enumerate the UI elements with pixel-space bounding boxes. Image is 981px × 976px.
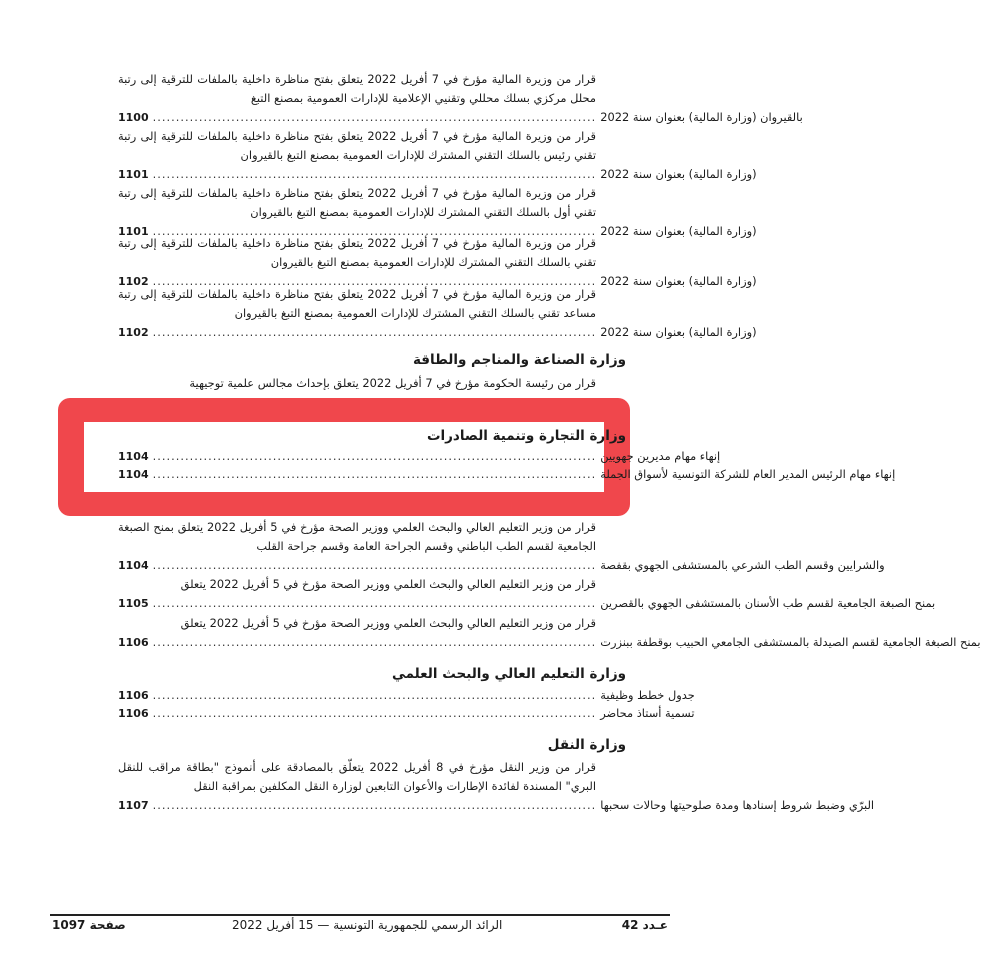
entry-text: قرار من وزيرة المالية مؤرخ في 7 أفريل 2022 يتعلق بفتح مناظرة داخلية بالملفات للترقية إلى رتبة تقني رئيس بالسلك التقني المشترك للإدارات العمومية بمصنع التبغ بالقيروان [118, 129, 597, 162]
toc-entry: قرار من وزير التعليم العالي والبحث العلمي ووزير الصحة مؤرخ في 5 أفريل 2022 يتعلق بمنح الصبغة الجامعية لقسم الصيدلة بالمستشفى الجامعي الحبيب بوقطفة ببنزرت ................................................................................................ 1106 [118, 614, 596, 652]
footer-title: الرائد الرسمي للجمهورية التونسية — 15 أفريل 2022 [232, 918, 503, 932]
entry-tail: جدول خطط وظيفية [600, 688, 695, 702]
page-number: 1101 [118, 225, 149, 238]
entry-tail: والشرايين وقسم الطب الشرعي بالمستشفى الجهوي بقفصة [600, 558, 885, 572]
entry-tail: (وزارة المالية) بعنوان سنة 2022 [600, 325, 757, 339]
entry-text: قرار من وزيرة المالية مؤرخ في 7 أفريل 2022 يتعلق بفتح مناظرة داخلية بالملفات للترقية إلى رتبة تقني بالسلك التقني المشترك للإدارات العمومية بمصنع التبغ بالقيروان [118, 236, 597, 269]
page-number: 1106 [118, 636, 149, 649]
section-heading: وزارة التجارة وتنمية الصادرات [426, 428, 626, 444]
entry-text: قرار من رئيسة الحكومة مؤرخ في 7 أفريل 2022 يتعلق بإحداث مجالس علمية توجيهية [189, 376, 596, 390]
entry-tail: (وزارة المالية) بعنوان سنة 2022 [600, 224, 757, 238]
page-number: 1104 [118, 559, 149, 572]
toc-entry: إنهاء مهام الرئيس المدير العام للشركة التونسية لأسواق الجملة ................................................................................................ 1104 [118, 465, 596, 484]
entry-text: قرار من وزير النقل مؤرخ في 8 أفريل 2022 يتعلّق بالمصادقة على أنموذج "بطاقة مراقب للنقل البري" المسندة لفائدة الإطارات والأعوان التابعين لوزارة النقل المكلفين بمراقبة النقل [118, 760, 597, 793]
page-number: 1106 [118, 689, 149, 702]
entry-text: قرار من وزيرة المالية مؤرخ في 7 أفريل 2022 يتعلق بفتح مناظرة داخلية بالملفات للترقية إلى رتبة تقني أول بالسلك التقني المشترك للإدارات العمومية بمصنع التبغ بالقيروان [118, 186, 597, 219]
entry-tail: بمنح الصبغة الجامعية لقسم الصيدلة بالمستشفى الجامعي الحبيب بوقطفة ببنزرت [600, 635, 981, 649]
entry-tail: بالقيروان (وزارة المالية) بعنوان سنة 2022 [600, 110, 803, 124]
entry-text: قرار من وزيرة المالية مؤرخ في 7 أفريل 2022 يتعلق بفتح مناظرة داخلية بالملفات للترقية إلى رتبة مساعد تقني بالسلك التقني المشترك للإدارات العمومية بمصنع التبغ بالقيروان [118, 287, 597, 320]
entry-tail: (وزارة المالية) بعنوان سنة 2022 [600, 167, 757, 181]
entry-tail: بمنح الصبغة الجامعية لقسم طب الأسنان بالمستشفى الجهوي بالقصرين [600, 596, 936, 610]
footer-rule [50, 914, 670, 916]
entry-tail: إنهاء مهام الرئيس المدير العام للشركة التونسية لأسواق الجملة [600, 467, 896, 481]
page-number: 1100 [118, 111, 149, 124]
page-number: 1101 [118, 168, 149, 181]
section-heading: وزارة النقل [547, 737, 626, 753]
toc-entry: قرار من وزيرة المالية مؤرخ في 7 أفريل 2022 يتعلق بفتح مناظرة داخلية بالملفات للترقية إلى رتبة تقني بالسلك التقني المشترك للإدارات العمومية بمصنع التبغ بالقيروان (وزارة المالية) بعنوان سنة 2022 ................................................................................................ 1102 [118, 234, 596, 291]
toc-entry: قرار من وزيرة المالية مؤرخ في 7 أفريل 2022 يتعلق بفتح مناظرة داخلية بالملفات للترقية إلى رتبة تقني رئيس بالسلك التقني المشترك للإدارات العمومية بمصنع التبغ بالقيروان (وزارة المالية) بعنوان سنة 2022 ................................................................................................ 1101 [118, 127, 596, 184]
entry-tail: البرّي وضبط شروط إسنادها ومدة صلوحيتها وحالات سحبها [600, 798, 875, 812]
toc-entry: قرار من وزير النقل مؤرخ في 8 أفريل 2022 يتعلّق بالمصادقة على أنموذج "بطاقة مراقب للنقل البري" المسندة لفائدة الإطارات والأعوان التابعين لوزارة النقل المكلفين بمراقبة النقل البرّي وضبط شروط إسنادها ومدة صلوحيتها وحالات سحبها ................................................................................................ 1107 [118, 758, 596, 815]
section-heading: وزارة التعليم العالي والبحث العلمي [391, 666, 626, 682]
toc-entry: قرار من وزيرة المالية مؤرخ في 7 أفريل 2022 يتعلق بفتح مناظرة داخلية بالملفات للترقية إلى رتبة محلل مركزي بسلك محللي وتقنيي الإعلامية للإدارات العمومية بمصنع التبغ بالقيروان (وزارة المالية) بعنوان سنة 2022 ................................................................................................ 1100 [118, 70, 596, 127]
toc-entry [118, 374, 596, 398]
page-number: 1102 [118, 326, 149, 339]
entry-tail: تسمية أستاذ محاضر [600, 706, 695, 720]
toc-entry: قرار من وزيرة المالية مؤرخ في 7 أفريل 2022 يتعلق بفتح مناظرة داخلية بالملفات للترقية إلى رتبة مساعد تقني بالسلك التقني المشترك للإدارات العمومية بمصنع التبغ بالقيروان (وزارة المالية) بعنوان سنة 2022 ................................................................................................ 1102 [118, 285, 596, 342]
toc-entry: إنهاء مهام مديرين جهويين ................................................................................................ 1104 [118, 447, 596, 466]
page-number: 1104 [118, 468, 149, 481]
section-heading: وزارة الصناعة والمناجم والطاقة [413, 352, 626, 368]
page-number: 1105 [118, 597, 149, 610]
entry-text: قرار من وزير التعليم العالي والبحث العلمي ووزير الصحة مؤرخ في 5 أفريل 2022 يتعلق [180, 616, 596, 630]
entry-tail: (وزارة المالية) بعنوان سنة 2022 [600, 274, 757, 288]
footer-issue: عـدد 42 [621, 918, 668, 932]
toc-entry: قرار من وزير التعليم العالي والبحث العلمي ووزير الصحة مؤرخ في 5 أفريل 2022 يتعلق بمنح الصبغة الجامعية لقسم الطب الباطني وقسم الجراحة العامة وقسم جراحة القلب والشرايين وقسم الطب الشرعي بالمستشفى الجهوي بقفصة ................................................................................................ 1104 [118, 518, 596, 575]
page-number: 1107 [118, 799, 149, 812]
footer-page: صفحة 1097 [52, 918, 126, 932]
page-number: 1102 [118, 275, 149, 288]
entry-tail: إنهاء مهام مديرين جهويين [600, 449, 721, 463]
toc-entry: قرار من وزير التعليم العالي والبحث العلمي ووزير الصحة مؤرخ في 5 أفريل 2022 يتعلق بمنح الصبغة الجامعية لقسم طب الأسنان بالمستشفى الجهوي بالقصرين ................................................................................................ 1105 [118, 575, 596, 613]
toc-entry: جدول خطط وظيفية ................................................................................................ 1106 [118, 686, 596, 705]
page-number: 1104 [118, 450, 149, 463]
toc-entry: تسمية أستاذ محاضر ................................................................................................ 1106 [118, 704, 596, 723]
toc-entry: قرار من وزيرة المالية مؤرخ في 7 أفريل 2022 يتعلق بفتح مناظرة داخلية بالملفات للترقية إلى رتبة تقني أول بالسلك التقني المشترك للإدارات العمومية بمصنع التبغ بالقيروان (وزارة المالية) بعنوان سنة 2022 ................................................................................................ 1101 [118, 184, 596, 241]
entry-text: قرار من وزير التعليم العالي والبحث العلمي ووزير الصحة مؤرخ في 5 أفريل 2022 يتعلق [180, 577, 596, 591]
entry-text: قرار من وزير التعليم العالي والبحث العلمي ووزير الصحة مؤرخ في 5 أفريل 2022 يتعلق بمنح الصبغة الجامعية لقسم الطب الباطني وقسم الجراحة العامة وقسم جراحة القلب [118, 520, 596, 553]
entry-text: قرار من وزيرة المالية مؤرخ في 7 أفريل 2022 يتعلق بفتح مناظرة داخلية بالملفات للترقية إلى رتبة محلل مركزي بسلك محللي وتقنيي الإعلامية للإدارات العمومية بمصنع التبغ [118, 72, 597, 105]
page-number: 1106 [118, 707, 149, 720]
